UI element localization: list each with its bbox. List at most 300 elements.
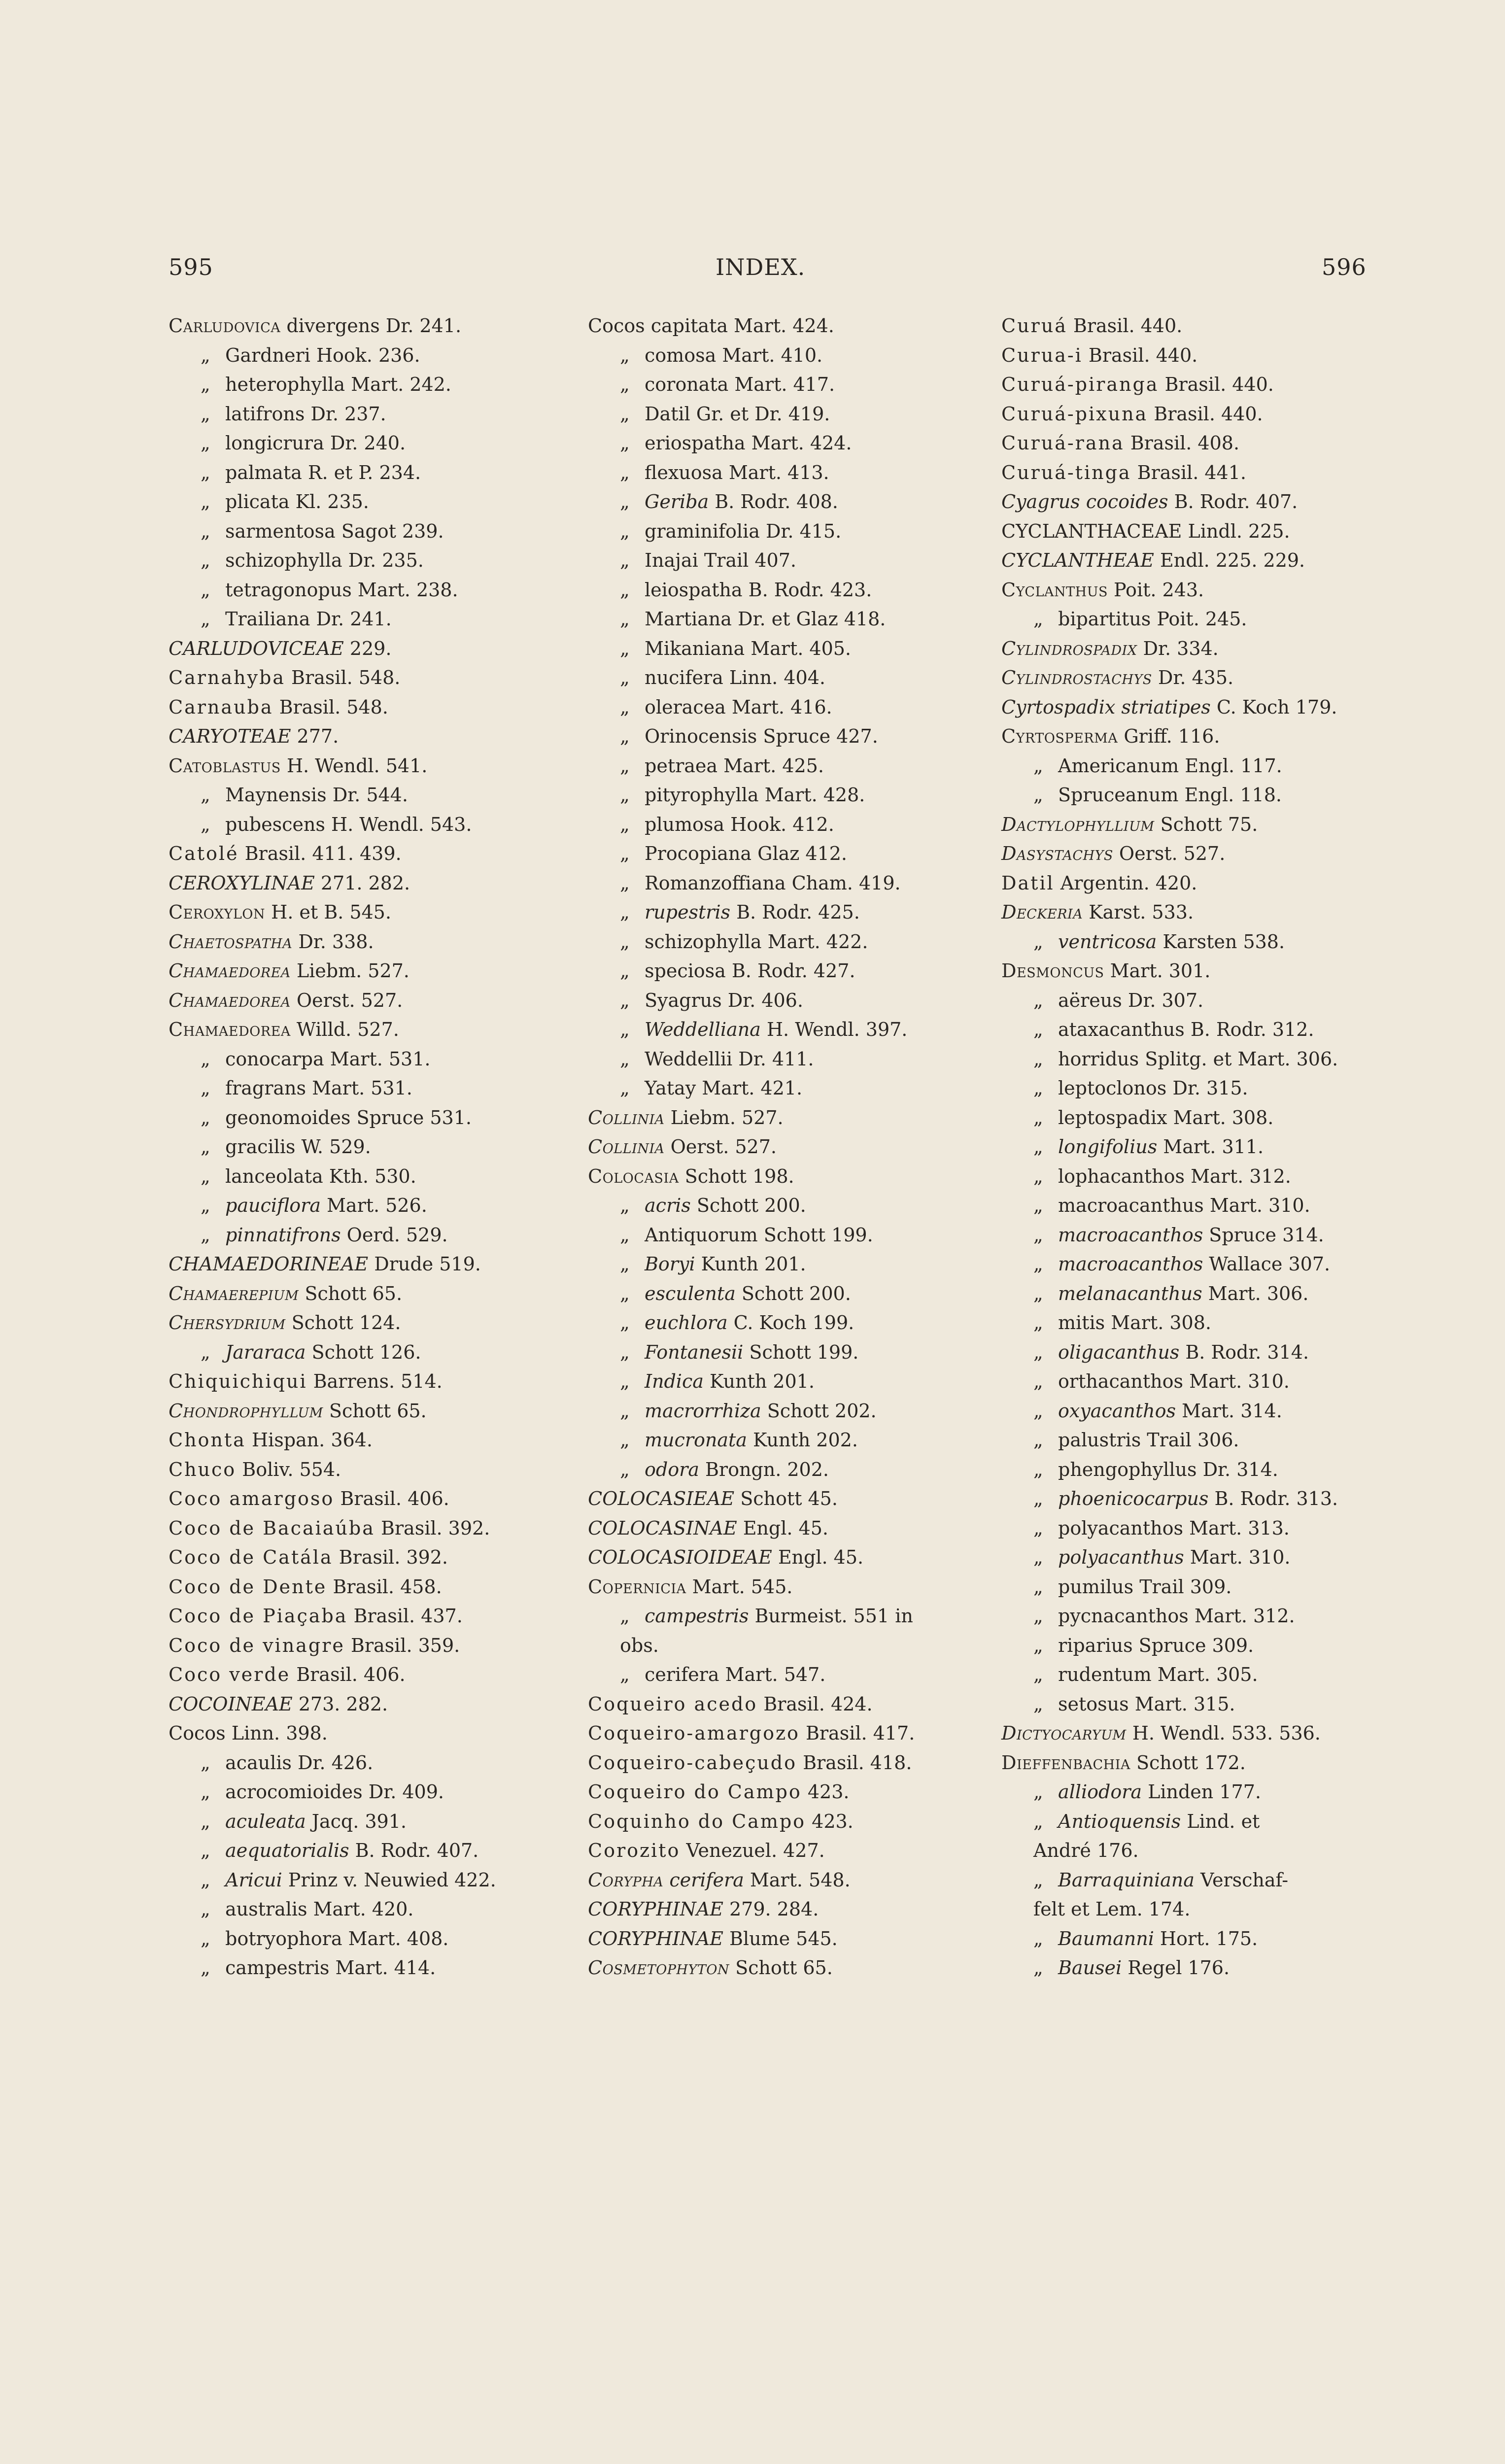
- index-entry: [588, 1836, 992, 1866]
- entry-name: lanceolata: [225, 1165, 323, 1187]
- index-entry: [169, 1719, 573, 1748]
- entry-reference: B. Rodr. 423.: [742, 579, 872, 601]
- entry-reference: Karsten 538.: [1157, 930, 1285, 953]
- ditto-mark: „: [201, 432, 210, 454]
- index-entry: [169, 429, 573, 458]
- entry-heading: Coco amargoso: [169, 1488, 335, 1509]
- entry-reference: Trail 306.: [1141, 1429, 1239, 1451]
- entry-reference: Sagot 239.: [335, 520, 444, 542]
- entry-reference: Engl. 45.: [737, 1517, 828, 1539]
- index-entry: [169, 1748, 573, 1778]
- ditto-mark: „: [201, 1341, 210, 1363]
- index-entry: [169, 1308, 573, 1338]
- index-entry: [588, 1514, 992, 1543]
- ditto-mark: „: [1033, 1341, 1043, 1363]
- entry-name: tetragonopus: [225, 579, 352, 601]
- entry-reference: Dr. 241.: [310, 608, 392, 630]
- index-entry: [588, 1279, 992, 1309]
- index-entry: [588, 400, 992, 429]
- entry-reference: Mart. 314.: [1175, 1400, 1282, 1422]
- index-entry: [169, 1573, 573, 1602]
- index-entry: [588, 663, 992, 693]
- ditto-mark: „: [1033, 1458, 1043, 1480]
- index-entry: [1001, 634, 1405, 664]
- ditto-mark: „: [1033, 608, 1043, 630]
- entry-heading: Datil: [1001, 872, 1055, 894]
- index-entry: [1001, 1074, 1405, 1103]
- entry-reference: Schott 199.: [757, 1224, 873, 1246]
- entry-name: Aricui: [225, 1869, 282, 1891]
- entry-reference: Mart. 310.: [1183, 1370, 1290, 1392]
- index-entry: [588, 1308, 992, 1338]
- entry-reference: Brasil. 406.: [290, 1664, 406, 1685]
- ditto-mark: „: [201, 608, 210, 630]
- index-entry: [588, 1602, 992, 1631]
- ditto-mark: „: [620, 344, 630, 366]
- index-entry: [169, 1778, 573, 1807]
- ditto-mark: „: [201, 1781, 210, 1803]
- entry-reference: Brasil. 440.: [1148, 403, 1263, 425]
- entry-heading: COCOINEAE: [169, 1693, 293, 1715]
- entry-name: oxyacanthos: [1058, 1400, 1176, 1422]
- entry-name: Martiana: [645, 608, 732, 630]
- entry-reference: Brasil. 440.: [1082, 344, 1198, 366]
- entry-reference: Jacq. 391.: [306, 1810, 407, 1832]
- entry-reference: Schott 198.: [679, 1165, 794, 1187]
- entry-heading: Coco de vinagre: [169, 1634, 345, 1656]
- entry-reference: Engl. 118.: [1178, 784, 1282, 806]
- entry-reference: H. et B. 545.: [265, 901, 391, 923]
- entry-heading: Cyrtosperma: [1001, 725, 1118, 747]
- index-entry: [169, 1924, 573, 1954]
- entry-heading: Chiquichiqui: [169, 1370, 308, 1392]
- index-entry: [169, 1045, 573, 1074]
- index-entry: [169, 370, 573, 400]
- index-entry: [1001, 487, 1405, 517]
- ditto-mark: „: [1033, 1605, 1043, 1627]
- entry-reference: Schott 124.: [285, 1312, 401, 1334]
- ditto-mark: „: [620, 1429, 630, 1451]
- index-entry: [588, 1103, 992, 1133]
- entry-heading: Coco verde: [169, 1664, 291, 1685]
- index-entry: [588, 752, 992, 781]
- index-entry: [588, 1778, 992, 1807]
- index-entry: [1001, 663, 1405, 693]
- ditto-mark: „: [201, 1048, 210, 1070]
- ditto-mark: „: [620, 1019, 630, 1040]
- entry-continuation: André 176.: [1033, 1840, 1139, 1861]
- entry-reference: Oerst. 527.: [1113, 843, 1226, 864]
- entry-heading: Cyagrus cocoides: [1001, 491, 1168, 513]
- entry-reference: Brasil. 392.: [375, 1517, 490, 1539]
- index-entry: [588, 370, 992, 400]
- entry-name: acaulis: [225, 1751, 292, 1774]
- index-entry: [1001, 898, 1405, 927]
- ditto-mark: „: [620, 1253, 630, 1275]
- entry-reference: Mart. 547.: [719, 1664, 826, 1685]
- entry-heading: Chamaedorea: [169, 989, 291, 1011]
- entry-heading: Curuá: [1001, 315, 1067, 337]
- index-entry: [588, 1426, 992, 1455]
- entry-name: euchlora: [645, 1312, 728, 1334]
- ditto-mark: „: [620, 1077, 630, 1099]
- entry-reference: Mart. 421.: [696, 1077, 803, 1099]
- entry-heading: CYCLANTHACEAE: [1001, 520, 1182, 542]
- entry-reference: B. Rodr. 425.: [730, 901, 860, 923]
- index-entry: [1001, 1015, 1405, 1045]
- entry-heading: CARYOTEAE: [169, 725, 291, 747]
- entry-reference: Wallace 307.: [1203, 1253, 1331, 1275]
- entry-reference: Kunth 202.: [747, 1429, 858, 1451]
- entry-reference: Brasil. 548.: [273, 696, 388, 718]
- page-number-right: 596: [1322, 254, 1367, 280]
- index-entry: [1001, 1308, 1405, 1338]
- ditto-mark: „: [620, 461, 630, 483]
- entry-heading: COLOCASIOIDEAE: [588, 1546, 772, 1568]
- entry-name: palustris: [1058, 1429, 1141, 1451]
- entry-reference: Brasil. 359.: [344, 1634, 460, 1656]
- index-entry: [169, 1953, 573, 1983]
- index-entry: [588, 1631, 992, 1661]
- entry-name: macrorrhiza: [645, 1400, 761, 1422]
- entry-reference: Mart. 424.: [745, 432, 852, 454]
- entry-name: Bausei: [1058, 1957, 1122, 1979]
- entry-name: Antioquensis: [1058, 1810, 1181, 1832]
- ditto-mark: „: [1033, 1517, 1043, 1539]
- entry-heading: Dactylophyllium: [1001, 813, 1155, 835]
- entry-reference: Kth. 530.: [323, 1165, 416, 1187]
- index-entry: [588, 487, 992, 517]
- ditto-mark: „: [1033, 1312, 1043, 1334]
- entry-reference: Boliv. 554.: [236, 1458, 342, 1480]
- entry-name: macroacanthus: [1058, 1195, 1204, 1216]
- index-entry: [169, 752, 573, 781]
- index-entry: [1001, 1573, 1405, 1602]
- ditto-mark: „: [620, 843, 630, 864]
- index-entry: [1001, 1132, 1405, 1162]
- index-entry: [588, 458, 992, 488]
- index-column-right: [1001, 311, 1405, 1983]
- entry-reference: 279. 284.: [723, 1898, 819, 1920]
- ditto-mark: „: [1033, 1957, 1043, 1979]
- entry-name: esculenta: [645, 1282, 736, 1304]
- entry-name: Datil: [645, 403, 690, 425]
- entry-heading: Coco de Bacaiaúba: [169, 1517, 375, 1539]
- ditto-mark: „: [1033, 1282, 1043, 1304]
- entry-heading: Cylindrospadix: [1001, 637, 1137, 659]
- index-entry: [169, 634, 573, 664]
- entry-name: leiospatha: [645, 579, 743, 601]
- entry-reference: Venezuel. 427.: [680, 1840, 825, 1861]
- entry-reference: Liebm. 527.: [290, 960, 410, 982]
- entry-heading: Dasystachys: [1001, 843, 1113, 864]
- index-entry: [588, 1719, 992, 1748]
- index-entry: [588, 1132, 992, 1162]
- entry-reference: capitata Mart. 424.: [645, 315, 834, 337]
- entry-name: schizophylla: [645, 930, 762, 953]
- entry-reference: Mart. 313.: [1183, 1517, 1290, 1539]
- entry-heading: Cocos: [169, 1722, 226, 1744]
- entry-reference: Brongn. 202.: [699, 1458, 829, 1480]
- entry-name: ataxacanthus: [1058, 1019, 1185, 1040]
- entry-name: sarmentosa: [225, 520, 336, 542]
- entry-name: Geriba: [645, 491, 709, 513]
- entry-reference: Hook. 236.: [310, 344, 420, 366]
- entry-reference: Glaz 412.: [752, 843, 847, 864]
- index-entry: [588, 1250, 992, 1279]
- index-entry: [169, 781, 573, 810]
- index-entry: [588, 1895, 992, 1924]
- entry-reference: Schott 65.: [299, 1282, 403, 1304]
- ditto-mark: „: [1033, 1810, 1043, 1832]
- entry-reference: Schott 126.: [306, 1341, 421, 1363]
- ditto-mark: „: [620, 1224, 630, 1246]
- entry-name: Americanum: [1058, 754, 1179, 777]
- entry-reference: Mart. 308.: [1105, 1312, 1211, 1334]
- entry-name: alliodora: [1058, 1781, 1142, 1803]
- index-entry: [169, 839, 573, 869]
- entry-reference: Brasil. 406.: [334, 1488, 449, 1509]
- ditto-mark: „: [201, 1927, 210, 1950]
- index-entry: [588, 1074, 992, 1103]
- entry-reference: Mart. 420.: [307, 1898, 414, 1920]
- index-entry: [169, 1543, 573, 1573]
- entry-reference: Schott 199.: [743, 1341, 859, 1363]
- ditto-mark: „: [201, 491, 210, 513]
- ditto-mark: „: [620, 432, 630, 454]
- index-entry: [1001, 693, 1405, 722]
- entry-name: graminifolia: [645, 520, 760, 542]
- ditto-mark: „: [620, 520, 630, 542]
- entry-reference: Dr. 426.: [291, 1751, 374, 1774]
- index-entry: [1001, 1484, 1405, 1514]
- index-entry: [1001, 311, 1405, 341]
- entry-reference: B. Rodr. 407.: [1168, 491, 1298, 513]
- index-entry: [588, 341, 992, 371]
- entry-name: rupestris: [645, 901, 731, 923]
- entry-reference: Mart. 311.: [1157, 1136, 1264, 1158]
- entry-heading: Colocasia: [588, 1165, 679, 1187]
- ditto-mark: „: [201, 784, 210, 806]
- index-entry: [1001, 1778, 1405, 1807]
- index-entry: [1001, 576, 1405, 605]
- entry-reference: divergens Dr. 241.: [280, 315, 462, 337]
- entry-reference: Drude 519.: [368, 1253, 481, 1275]
- index-entry: [169, 693, 573, 722]
- entry-name: pityrophylla: [645, 784, 759, 806]
- entry-reference: 273. 282.: [292, 1693, 388, 1715]
- entry-reference: 229.: [343, 637, 392, 659]
- entry-name: mucronata: [645, 1429, 747, 1451]
- ditto-mark: „: [620, 872, 630, 894]
- entry-name: Jararaca: [225, 1341, 306, 1363]
- entry-reference: W. 529.: [295, 1136, 371, 1158]
- ditto-mark: „: [201, 1957, 210, 1979]
- entry-heading: Chuco: [169, 1458, 237, 1480]
- ditto-mark: „: [1033, 1019, 1043, 1040]
- entry-reference: B. Rodr. 312.: [1184, 1019, 1314, 1040]
- index-entry: [588, 605, 992, 634]
- entry-heading: Catolé: [169, 843, 239, 864]
- entry-name: ventricosa: [1058, 930, 1157, 953]
- ditto-mark: „: [620, 725, 630, 747]
- ditto-mark: „: [620, 1664, 630, 1685]
- ditto-mark: „: [201, 1898, 210, 1920]
- entry-name: acris: [645, 1195, 691, 1216]
- entry-reference: B. Rodr. 314.: [1179, 1341, 1309, 1363]
- entry-reference: Mart. 414.: [329, 1957, 436, 1979]
- entry-reference: Brasil. 411. 439.: [239, 843, 402, 864]
- entry-heading: Cosmetophyton: [588, 1957, 730, 1979]
- ditto-mark: „: [620, 784, 630, 806]
- index-entry: [1001, 1162, 1405, 1192]
- entry-reference: Verschaf-: [1194, 1869, 1289, 1891]
- index-entry: [169, 1690, 573, 1719]
- index-entry: [1001, 1191, 1405, 1221]
- ditto-mark: „: [620, 667, 630, 688]
- entry-reference: Oerd. 529.: [341, 1224, 448, 1246]
- index-entry: [588, 839, 992, 869]
- ditto-mark: „: [201, 1840, 210, 1861]
- index-entry: [588, 1015, 992, 1045]
- entry-name: Syagrus: [645, 989, 722, 1011]
- entry-reference: Blume 545.: [723, 1927, 838, 1950]
- entry-name: Antiquorum: [645, 1224, 758, 1246]
- entry-reference: Mart. 238.: [351, 579, 458, 601]
- entry-name: pycnacanthos: [1058, 1605, 1189, 1627]
- index-entry: [169, 1866, 573, 1895]
- entry-heading: Curuá-pixuna: [1001, 403, 1148, 425]
- entry-reference: Dr. 544.: [326, 784, 408, 806]
- index-entry: [588, 311, 992, 341]
- entry-reference: Brasil. 408.: [1124, 432, 1240, 454]
- entry-name: Weddellii: [645, 1048, 733, 1070]
- ditto-mark: „: [201, 344, 210, 366]
- entry-name: polyacanthus: [1058, 1546, 1184, 1568]
- entry-reference: Spruce 427.: [757, 725, 878, 747]
- entry-heading: Collinia: [588, 1106, 665, 1129]
- entry-reference: Mart. 308.: [1167, 1106, 1274, 1129]
- index-entry: [1001, 1103, 1405, 1133]
- entry-reference: Dr. 409.: [362, 1781, 444, 1803]
- entry-reference: Mart. 425.: [718, 754, 824, 777]
- index-entry: [169, 927, 573, 957]
- entry-heading: Coqueiro do Campo: [588, 1781, 802, 1803]
- ditto-mark: „: [201, 1136, 210, 1158]
- entry-reference: Cham. 419.: [786, 872, 901, 894]
- entry-reference: Poit. 243.: [1107, 579, 1204, 601]
- entry-name: odora: [645, 1458, 699, 1480]
- index-entry: [169, 341, 573, 371]
- index-entry: [1001, 429, 1405, 458]
- ditto-mark: „: [1033, 1664, 1043, 1685]
- entry-heading: Cylindrostachys: [1001, 667, 1152, 688]
- entry-name: setosus: [1058, 1693, 1129, 1715]
- entry-reference: B. Rodr. 427.: [725, 960, 855, 982]
- ditto-mark: „: [620, 930, 630, 953]
- index-column-middle: [588, 311, 992, 1983]
- ditto-mark: „: [1033, 1077, 1043, 1099]
- entry-heading: Desmoncus: [1001, 960, 1104, 982]
- entry-name: Boryi: [645, 1253, 695, 1275]
- index-entry: [169, 722, 573, 752]
- entry-name: phoenicocarpus: [1058, 1488, 1209, 1509]
- entry-name: latifrons: [225, 403, 305, 425]
- entry-name: Orinocensis: [645, 725, 757, 747]
- ditto-mark: „: [620, 1341, 630, 1363]
- entry-reference: Brasil. 458.: [327, 1575, 442, 1598]
- entry-reference: Brasil. 440.: [1067, 315, 1183, 337]
- entry-heading: Chamaedorea: [169, 1019, 291, 1040]
- entry-name: oleracea: [645, 696, 726, 718]
- entry-reference: Dr. 315.: [1166, 1077, 1248, 1099]
- ditto-mark: „: [620, 1195, 630, 1216]
- index-entry: [1001, 722, 1405, 752]
- index-entry: [1001, 1397, 1405, 1426]
- ditto-mark: „: [620, 579, 630, 601]
- entry-reference: Mart. 305.: [1151, 1664, 1258, 1685]
- entry-heading: Chamaerepium: [169, 1282, 299, 1304]
- entry-name: campestris: [225, 1957, 330, 1979]
- entry-reference: Regel 176.: [1122, 1957, 1230, 1979]
- index-entry: [588, 1807, 992, 1837]
- index-entry: [169, 517, 573, 547]
- entry-reference: Dr. 240.: [324, 432, 406, 454]
- entry-name: oligacanthus: [1058, 1341, 1180, 1363]
- entry-heading: Carnauba: [169, 696, 274, 718]
- entry-reference: Liebm. 527.: [664, 1106, 784, 1129]
- index-entry: [1001, 1045, 1405, 1074]
- entry-reference: Barrens. 514.: [307, 1370, 443, 1392]
- entry-heading: Carnahyba: [169, 667, 285, 688]
- index-entry: [588, 429, 992, 458]
- index-entry: [1001, 839, 1405, 869]
- entry-reference: H. Wendl. 533. 536.: [1126, 1722, 1321, 1744]
- entry-reference: Trail 309.: [1133, 1575, 1232, 1598]
- index-entry: [1001, 1338, 1405, 1368]
- entry-reference: Spruce 309.: [1132, 1634, 1254, 1656]
- entry-name: leptoclonos: [1058, 1077, 1167, 1099]
- index-entry: [588, 1221, 992, 1250]
- ditto-mark: „: [1033, 1693, 1043, 1715]
- entry-heading: Copernicia: [588, 1575, 686, 1598]
- index-entry: [1001, 400, 1405, 429]
- index-entry: [588, 693, 992, 722]
- index-entry: [588, 1924, 992, 1954]
- entry-name: Mikaniana: [645, 637, 745, 659]
- index-entry: [588, 576, 992, 605]
- ditto-mark: „: [1033, 1488, 1043, 1509]
- entry-heading: Cocos: [588, 315, 645, 337]
- ditto-mark: „: [1033, 784, 1043, 806]
- entry-reference: Kl. 235.: [289, 491, 369, 513]
- ditto-mark: „: [620, 491, 630, 513]
- entry-reference: B. Rodr. 313.: [1208, 1488, 1338, 1509]
- entry-reference: Dr. 338.: [292, 930, 374, 953]
- entry-name: pumilus: [1058, 1575, 1134, 1598]
- entry-reference: Mart. 405.: [745, 637, 852, 659]
- index-entry: [1001, 1426, 1405, 1455]
- index-entry: [588, 1866, 992, 1895]
- ditto-mark: „: [620, 1458, 630, 1480]
- index-entry: [169, 1221, 573, 1250]
- entry-name: Inajai: [645, 549, 698, 571]
- entry-reference: C. Koch 199.: [727, 1312, 855, 1334]
- ditto-mark: „: [1033, 1370, 1043, 1392]
- ditto-mark: „: [620, 813, 630, 835]
- index-entry: [169, 1807, 573, 1837]
- index-entry: [588, 1543, 992, 1573]
